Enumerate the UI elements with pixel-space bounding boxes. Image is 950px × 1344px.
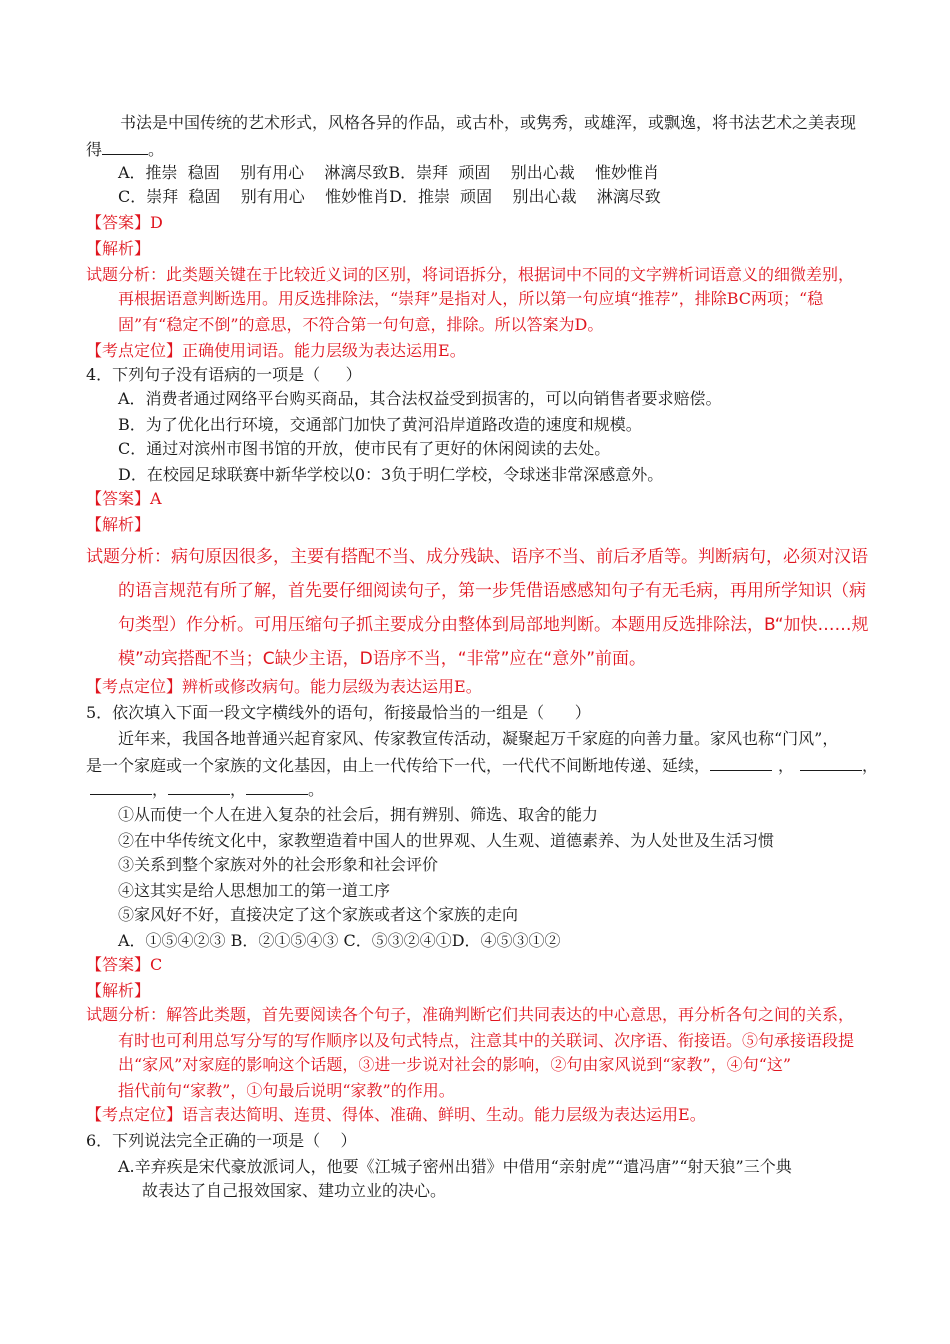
q5-stem: 5．依次填入下面一段文字横线外的语句，衔接最恰当的一组是（ ） [86, 703, 591, 722]
q5-analysis-line2: 有时也可利用总写分写的写作顺序以及句式特点，注意其中的关联词、次序语、衔接语。⑤句承接语段提 [118, 1031, 855, 1050]
q4-point [86, 676, 482, 698]
q4-analysis-line3: 句类型）作分析。可用压缩句子抓主要成分由整体到局部地判断。本题用反选排除法，B“加快……规 [118, 615, 869, 635]
q5-analysis-tag: 【解析】 [86, 981, 151, 1000]
q5-analysis-line3: 出“家风”对家庭的影响这个话题，③进一步说对社会的影响，②句由家风说到“家教”，④句“这” [118, 1055, 792, 1074]
q4-point-tag: 【考点定位】 [86, 677, 183, 696]
q5-para-line3 [90, 778, 324, 801]
q3-fill-blank [102, 138, 148, 155]
q4-point-text: 辨析或修改病句。能力层级为表达运用E。 [182, 677, 482, 696]
q4-option-c: C．通过对滨州市图书馆的开放，使市民有了更好的休闲阅读的去处。 [118, 439, 611, 458]
q5-sep-1: ， [778, 756, 795, 775]
q4-answer [86, 488, 162, 510]
q3-analysis-line3: 固”有“稳定不倒”的意思，不符合第一句句意，排除。所以答案为D。 [118, 315, 604, 334]
q3-stem-suffix: 。 [148, 140, 165, 159]
q5-answer [86, 954, 162, 976]
q5-para-line2 [86, 754, 878, 777]
q5-answer-tag: 【答案】 [86, 955, 151, 974]
q5-blank-3 [90, 778, 152, 795]
q5-blank-4 [168, 778, 230, 795]
q4-answer-value: A [150, 489, 162, 508]
q5-point [86, 1104, 706, 1126]
q3-analysis-line1: 试题分析：此类题关键在于比较近义词的区别，将词语拆分，根据词中不同的文字辨析词语意义的细微差别， [86, 265, 855, 284]
q5-item-1: ①从而使一个人在进入复杂的社会后，拥有辨别、筛选、取舍的能力 [118, 805, 599, 824]
q3-analysis-line2: 再根据语意判断选用。用反选排除法，“崇拜”是指对人，所以第一句应填“推荐”，排除BC两项；“稳 [118, 289, 824, 308]
q5-point-text: 语言表达简明、连贯、得体、准确、鲜明、生动。能力层级为表达运用E。 [182, 1105, 706, 1124]
q3-answer [86, 212, 163, 234]
q5-blank-1 [710, 754, 772, 771]
q5-end: 。 [308, 780, 325, 799]
q3-option-row-2 [118, 186, 661, 208]
q4-analysis-line1: 试题分析：病句原因很多，主要有搭配不当、成分残缺、语序不当、前后矛盾等。判断病句，必须对汉语 [86, 547, 868, 567]
q4-option-d: D．在校园足球联赛中新华学校以0：3负于明仁学校，令球迷非常深感意外。 [118, 465, 664, 484]
q4-analysis-line2: 的语言规范有所了解，首先要仔细阅读句子，第一步凭借语感感知句子有无毛病，再用所学知识（病 [118, 581, 866, 601]
q6-stem: 6．下列说法完全正确的一项是（ ） [86, 1131, 357, 1150]
q3-stem-line1: 书法是中国传统的艺术形式，风格各异的作品，或古朴，或隽秀，或雄浑，或飘逸，将书法艺术之美表现 [120, 113, 857, 132]
q5-blank-5 [246, 778, 308, 795]
q4-analysis-line4: 模”动宾搭配不当；C缺少主语，D语序不当，“非常”应在“意外”前面。 [118, 649, 646, 669]
q5-item-5: ⑤家风好不好，直接决定了这个家族或者这个家族的走向 [118, 905, 519, 924]
q5-item-2: ②在中华传统文化中，家教塑造着中国人的世界观、人生观、道德素养、为人处世及生活习惯 [118, 831, 775, 850]
q4-stem: 4．下列句子没有语病的一项是（ ） [86, 365, 362, 384]
q3-answer-value: D [150, 213, 163, 232]
q4-analysis-tag: 【解析】 [86, 515, 151, 534]
q5-blank-2 [800, 754, 862, 771]
q4-answer-tag: 【答案】 [86, 489, 151, 508]
q5-para-line2-text: 是一个家庭或一个家族的文化基因，由上一代传给下一代，一代代不间断地传递、延续， [86, 756, 711, 775]
q5-sep-4: ， [230, 780, 247, 799]
q3-stem-prefix: 得 [86, 140, 103, 159]
q3-option-a: A．推崇 稳固 别有用心 淋漓尽致 [118, 163, 389, 182]
q3-stem-line2 [86, 138, 164, 161]
q3-option-b: B．崇拜 顽固 别出心裁 惟妙惟肖 [388, 163, 660, 182]
q5-sep-3: ， [152, 780, 169, 799]
q5-item-4: ④这其实是给人思想加工的第一道工序 [118, 881, 391, 900]
q3-answer-tag: 【答案】 [86, 213, 151, 232]
q6-option-a-line2: 故表达了自己报效国家、建功立业的决心。 [142, 1181, 447, 1200]
q5-analysis-line4: 指代前句“家教”，①句最后说明“家教”的作用。 [118, 1081, 455, 1100]
q5-point-tag: 【考点定位】 [86, 1105, 183, 1124]
q3-point [86, 340, 466, 362]
q3-point-tag: 【考点定位】 [86, 341, 183, 360]
q4-option-a: A．消费者通过网络平台购买商品，其合法权益受到损害的，可以向销售者要求赔偿。 [118, 389, 722, 408]
q3-option-row-1 [118, 162, 659, 184]
q5-answer-value: C [150, 955, 163, 974]
q5-analysis-line1: 试题分析：解答此类题，首先要阅读各个句子，准确判断它们共同表达的中心意思，再分析各句之间的关系， [86, 1005, 855, 1024]
q5-options: A．①⑤④②③ B．②①⑤④③ C．⑤③②④①D．④⑤③①② [118, 931, 561, 950]
q3-analysis-tag: 【解析】 [86, 239, 151, 258]
q5-sep-2: ， [862, 756, 879, 775]
q4-option-b: B．为了优化出行环境，交通部门加快了黄河沿岸道路改造的速度和规模。 [118, 415, 642, 434]
q6-option-a-line1: A.辛弃疾是宋代豪放派词人，他要《江城子密州出猎》中借用“亲射虎”“遣冯唐”“射天狼”三个典 [118, 1157, 792, 1176]
q3-option-c: C．崇拜 稳固 别有用心 惟妙惟肖 [118, 187, 390, 206]
q3-option-d: D．推崇 顽固 别出心裁 淋漓尽致 [389, 187, 661, 206]
q3-point-text: 正确使用词语。能力层级为表达运用E。 [182, 341, 466, 360]
q5-para-line1: 近年来，我国各地普通兴起育家风、传家教宣传活动，凝聚起万千家庭的向善力量。家风也称“门风”， [118, 729, 839, 748]
q5-item-3: ③关系到整个家族对外的社会形象和社会评价 [118, 855, 439, 874]
